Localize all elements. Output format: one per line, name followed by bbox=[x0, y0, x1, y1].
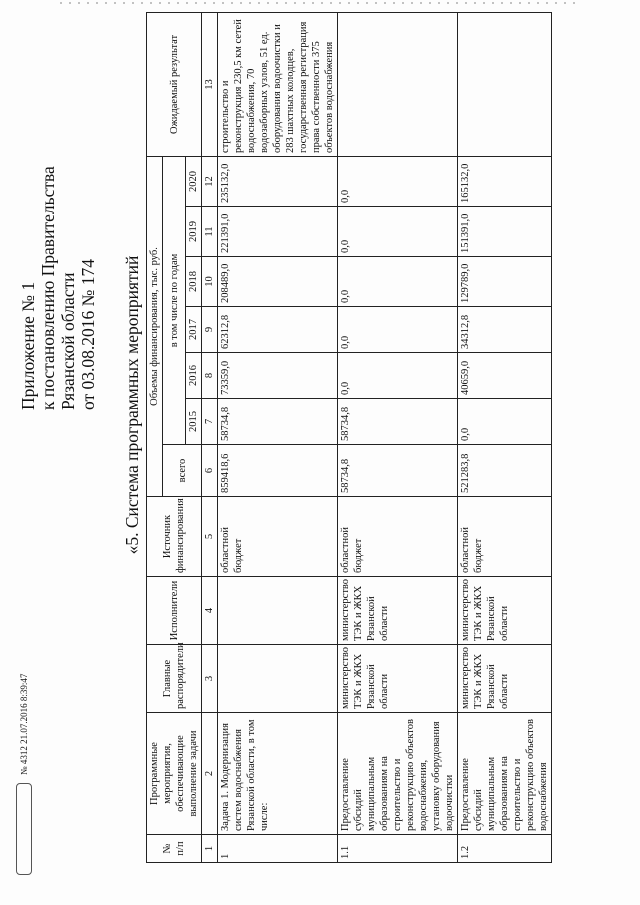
appendix-header bbox=[18, 150, 98, 410]
header-funding: Объемы финансирования, тыс. руб. bbox=[147, 156, 163, 496]
col-number: 1 bbox=[202, 835, 218, 863]
header-total: всего bbox=[163, 445, 202, 497]
row-year-value: 34312,8 bbox=[458, 307, 552, 353]
col-number: 7 bbox=[202, 399, 218, 445]
header-year: 2015 bbox=[186, 399, 202, 445]
header-measures: Программные мероприятия, обеспечивающие выполнение задачи bbox=[147, 713, 202, 835]
col-number: 9 bbox=[202, 307, 218, 353]
row-year-value: 73359,0 bbox=[218, 353, 338, 399]
table-row bbox=[338, 12, 458, 862]
row-year-value: 62312,8 bbox=[218, 307, 338, 353]
col-number: 5 bbox=[202, 497, 218, 577]
header-year: 2016 bbox=[186, 353, 202, 399]
row-num: 1.1 bbox=[338, 835, 458, 863]
col-number: 6 bbox=[202, 445, 218, 497]
row-source: областной бюджет bbox=[338, 497, 458, 577]
header-year: 2018 bbox=[186, 257, 202, 307]
row-result bbox=[338, 12, 458, 156]
row-year-value: 235132,0 bbox=[218, 156, 338, 206]
row-num: 1.2 bbox=[458, 835, 552, 863]
appendix-line: Рязанской области bbox=[58, 272, 78, 410]
row-total: 859418,6 bbox=[218, 445, 338, 497]
table-row bbox=[218, 12, 338, 862]
registration-stamp bbox=[16, 783, 32, 875]
col-number: 3 bbox=[202, 645, 218, 713]
document-id: № 4312 21.07.2016 8:39:47 bbox=[19, 673, 29, 775]
appendix-line: от 03.08.2016 № 174 bbox=[78, 259, 98, 410]
row-year-value: 0,0 bbox=[338, 207, 458, 257]
row-year-value: 165132,0 bbox=[458, 156, 552, 206]
row-manager: министерство ТЭК и ЖКХ Рязанской области bbox=[338, 645, 458, 713]
header-source: Источник финансирования bbox=[147, 497, 202, 577]
header-year: 2020 bbox=[186, 156, 202, 206]
row-num: 1 bbox=[218, 835, 338, 863]
row-total: 58734,8 bbox=[338, 445, 458, 497]
col-number: 13 bbox=[202, 12, 218, 156]
row-executor: министерство ТЭК и ЖКХ Рязанской области bbox=[338, 577, 458, 645]
row-year-value: 0,0 bbox=[338, 156, 458, 206]
col-number: 10 bbox=[202, 257, 218, 307]
row-year-value: 208489,0 bbox=[218, 257, 338, 307]
section-title: «5. Система программных мероприятий bbox=[122, 255, 142, 555]
row-manager bbox=[218, 645, 338, 713]
header-year: 2017 bbox=[186, 307, 202, 353]
row-year-value: 40659,0 bbox=[458, 353, 552, 399]
row-measure: Предоставление субсидий муниципальным образованиям на строительство и реконструкцию объектов водоснабжения, установку оборудования водоочистки bbox=[338, 713, 458, 835]
col-number: 8 bbox=[202, 353, 218, 399]
measures-table bbox=[146, 12, 552, 863]
header-result: Ожидаемый результат bbox=[147, 12, 202, 156]
row-source: областной бюджет bbox=[458, 497, 552, 577]
row-source: областной бюджет bbox=[218, 497, 338, 577]
row-year-value: 0,0 bbox=[338, 257, 458, 307]
row-year-value: 129789,0 bbox=[458, 257, 552, 307]
header-year: 2019 bbox=[186, 207, 202, 257]
row-executor: министерство ТЭК и ЖКХ Рязанской области bbox=[458, 577, 552, 645]
row-year-value: 221391,0 bbox=[218, 207, 338, 257]
table-row bbox=[458, 12, 552, 862]
row-total: 521283,8 bbox=[458, 445, 552, 497]
row-result bbox=[458, 12, 552, 156]
header-managers: Главные распорядители bbox=[147, 645, 202, 713]
row-year-value: 151391,0 bbox=[458, 207, 552, 257]
column-number-row bbox=[202, 12, 218, 862]
row-manager: министерство ТЭК и ЖКХ Рязанской области bbox=[458, 645, 552, 713]
row-year-value: 0,0 bbox=[338, 353, 458, 399]
header-num: № п/п bbox=[147, 835, 202, 863]
row-year-value: 0,0 bbox=[338, 307, 458, 353]
row-year-value: 0,0 bbox=[458, 399, 552, 445]
appendix-line: к постановлению Правительства bbox=[38, 166, 58, 410]
row-result: строительство и реконструкция 230,5 км сетей водоснабжения, 70 водозаборных узлов, 51 ед. оборудования водоочистки и 283 шахтных колодцев, государственная регистрация права собственности 375 объектов водоснабжения bbox=[218, 12, 338, 156]
col-number: 11 bbox=[202, 207, 218, 257]
row-year-value: 58734,8 bbox=[338, 399, 458, 445]
col-number: 4 bbox=[202, 577, 218, 645]
row-measure: Предоставление субсидий муниципальным образованиям на строительство и реконструкцию объектов водоснабжения bbox=[458, 713, 552, 835]
col-number: 2 bbox=[202, 713, 218, 835]
col-number: 12 bbox=[202, 156, 218, 206]
appendix-line: Приложение № 1 bbox=[18, 281, 38, 410]
row-executor bbox=[218, 577, 338, 645]
header-executors: Исполнители bbox=[147, 577, 202, 645]
header-including: в том числе по годам bbox=[163, 156, 186, 444]
row-year-value: 58734,8 bbox=[218, 399, 338, 445]
document-footer bbox=[16, 674, 32, 875]
row-measure: Задача 1. Модернизация систем водоснабжения Рязанской области, в том числе: bbox=[218, 713, 338, 835]
